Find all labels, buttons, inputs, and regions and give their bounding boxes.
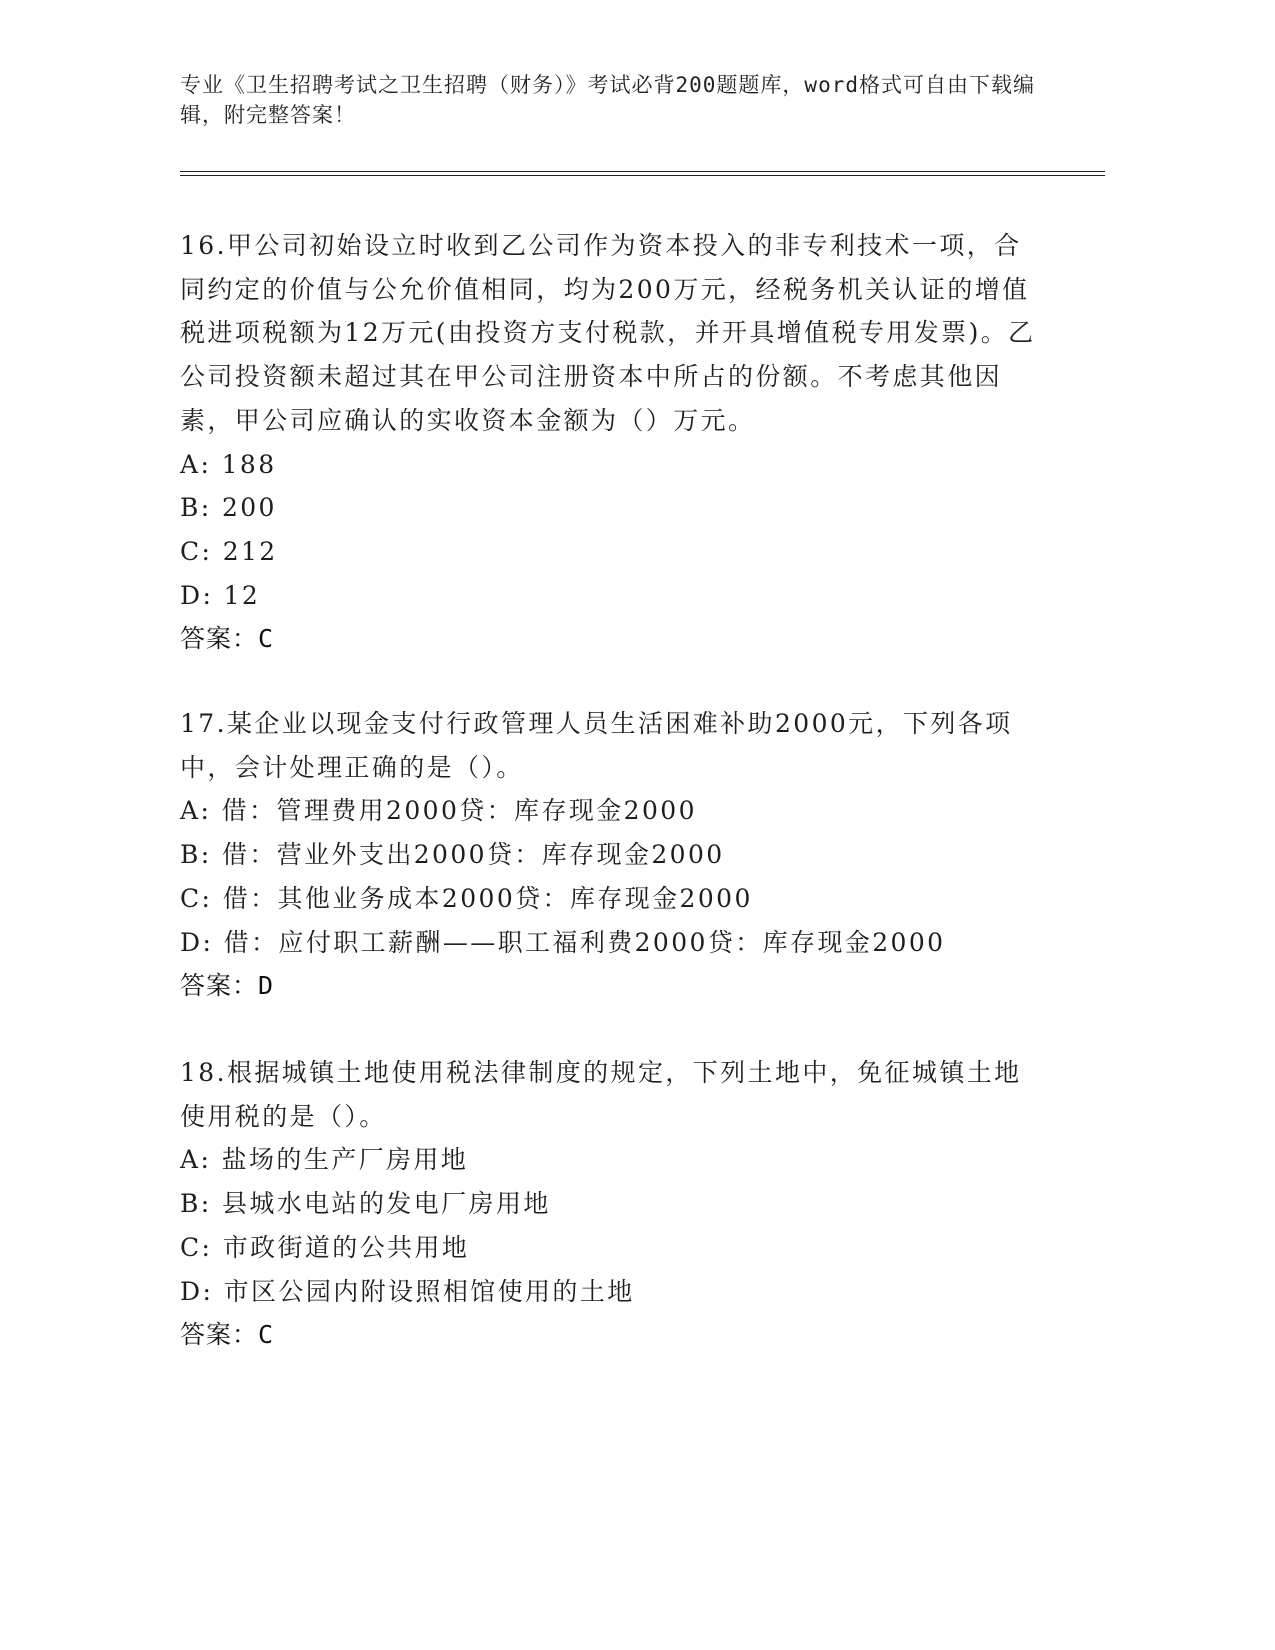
question-stem: 17.某企业以现金支付行政管理人员生活困难补助2000元，下列各项中，会计处理正确的是（）。	[180, 709, 1013, 782]
question-stem: 16.甲公司初始设立时收到乙公司作为资本投入的非专利技术一项，合同约定的价值与公允价值相同，均为200万元，经税务机关认证的增值税进项税额为12万元(由投资方支付税款，并开具增值税专用发票)。乙公司投资额未超过其在甲公司注册资本中所占的份额。不考虑其他因素，甲公司应确认的实收资本金额为（）万元。	[180, 231, 1036, 435]
question-16	[180, 224, 1040, 661]
answer: 答案：D	[180, 971, 275, 1001]
option-a: A: 188	[180, 449, 277, 479]
option-c: C: 市政街道的公共用地	[180, 1232, 470, 1262]
header-divider-top	[180, 171, 1105, 172]
option-b: B: 借：营业外支出2000贷：库存现金2000	[180, 840, 725, 870]
option-b: B: 200	[180, 493, 277, 523]
question-17	[180, 702, 1040, 1008]
option-c: C: 借：其他业务成本2000贷：库存现金2000	[180, 883, 753, 913]
option-d: D: 市区公园内附设照相馆使用的土地	[180, 1276, 635, 1306]
answer: 答案：C	[180, 1320, 275, 1350]
header-divider-bottom	[180, 175, 1105, 176]
option-a: A: 借：管理费用2000贷：库存现金2000	[180, 796, 697, 826]
option-b: B: 县城水电站的发电厂房用地	[180, 1189, 551, 1219]
question-stem: 18.根据城镇土地使用税法律制度的规定，下列土地中，免征城镇土地使用税的是（）。	[180, 1058, 1022, 1131]
option-d: D: 12	[180, 580, 261, 610]
answer: 答案：C	[180, 624, 275, 654]
document-header: 专业《卫生招聘考试之卫生招聘（财务）》考试必背200题题库，word格式可自由下载编辑，附完整答案！	[180, 73, 1035, 127]
option-d: D: 借：应付职工薪酬——职工福利费2000贷：库存现金2000	[180, 927, 946, 957]
option-a: A: 盐场的生产厂房用地	[180, 1145, 469, 1175]
option-c: C: 212	[180, 536, 278, 566]
question-18	[180, 1051, 1040, 1357]
